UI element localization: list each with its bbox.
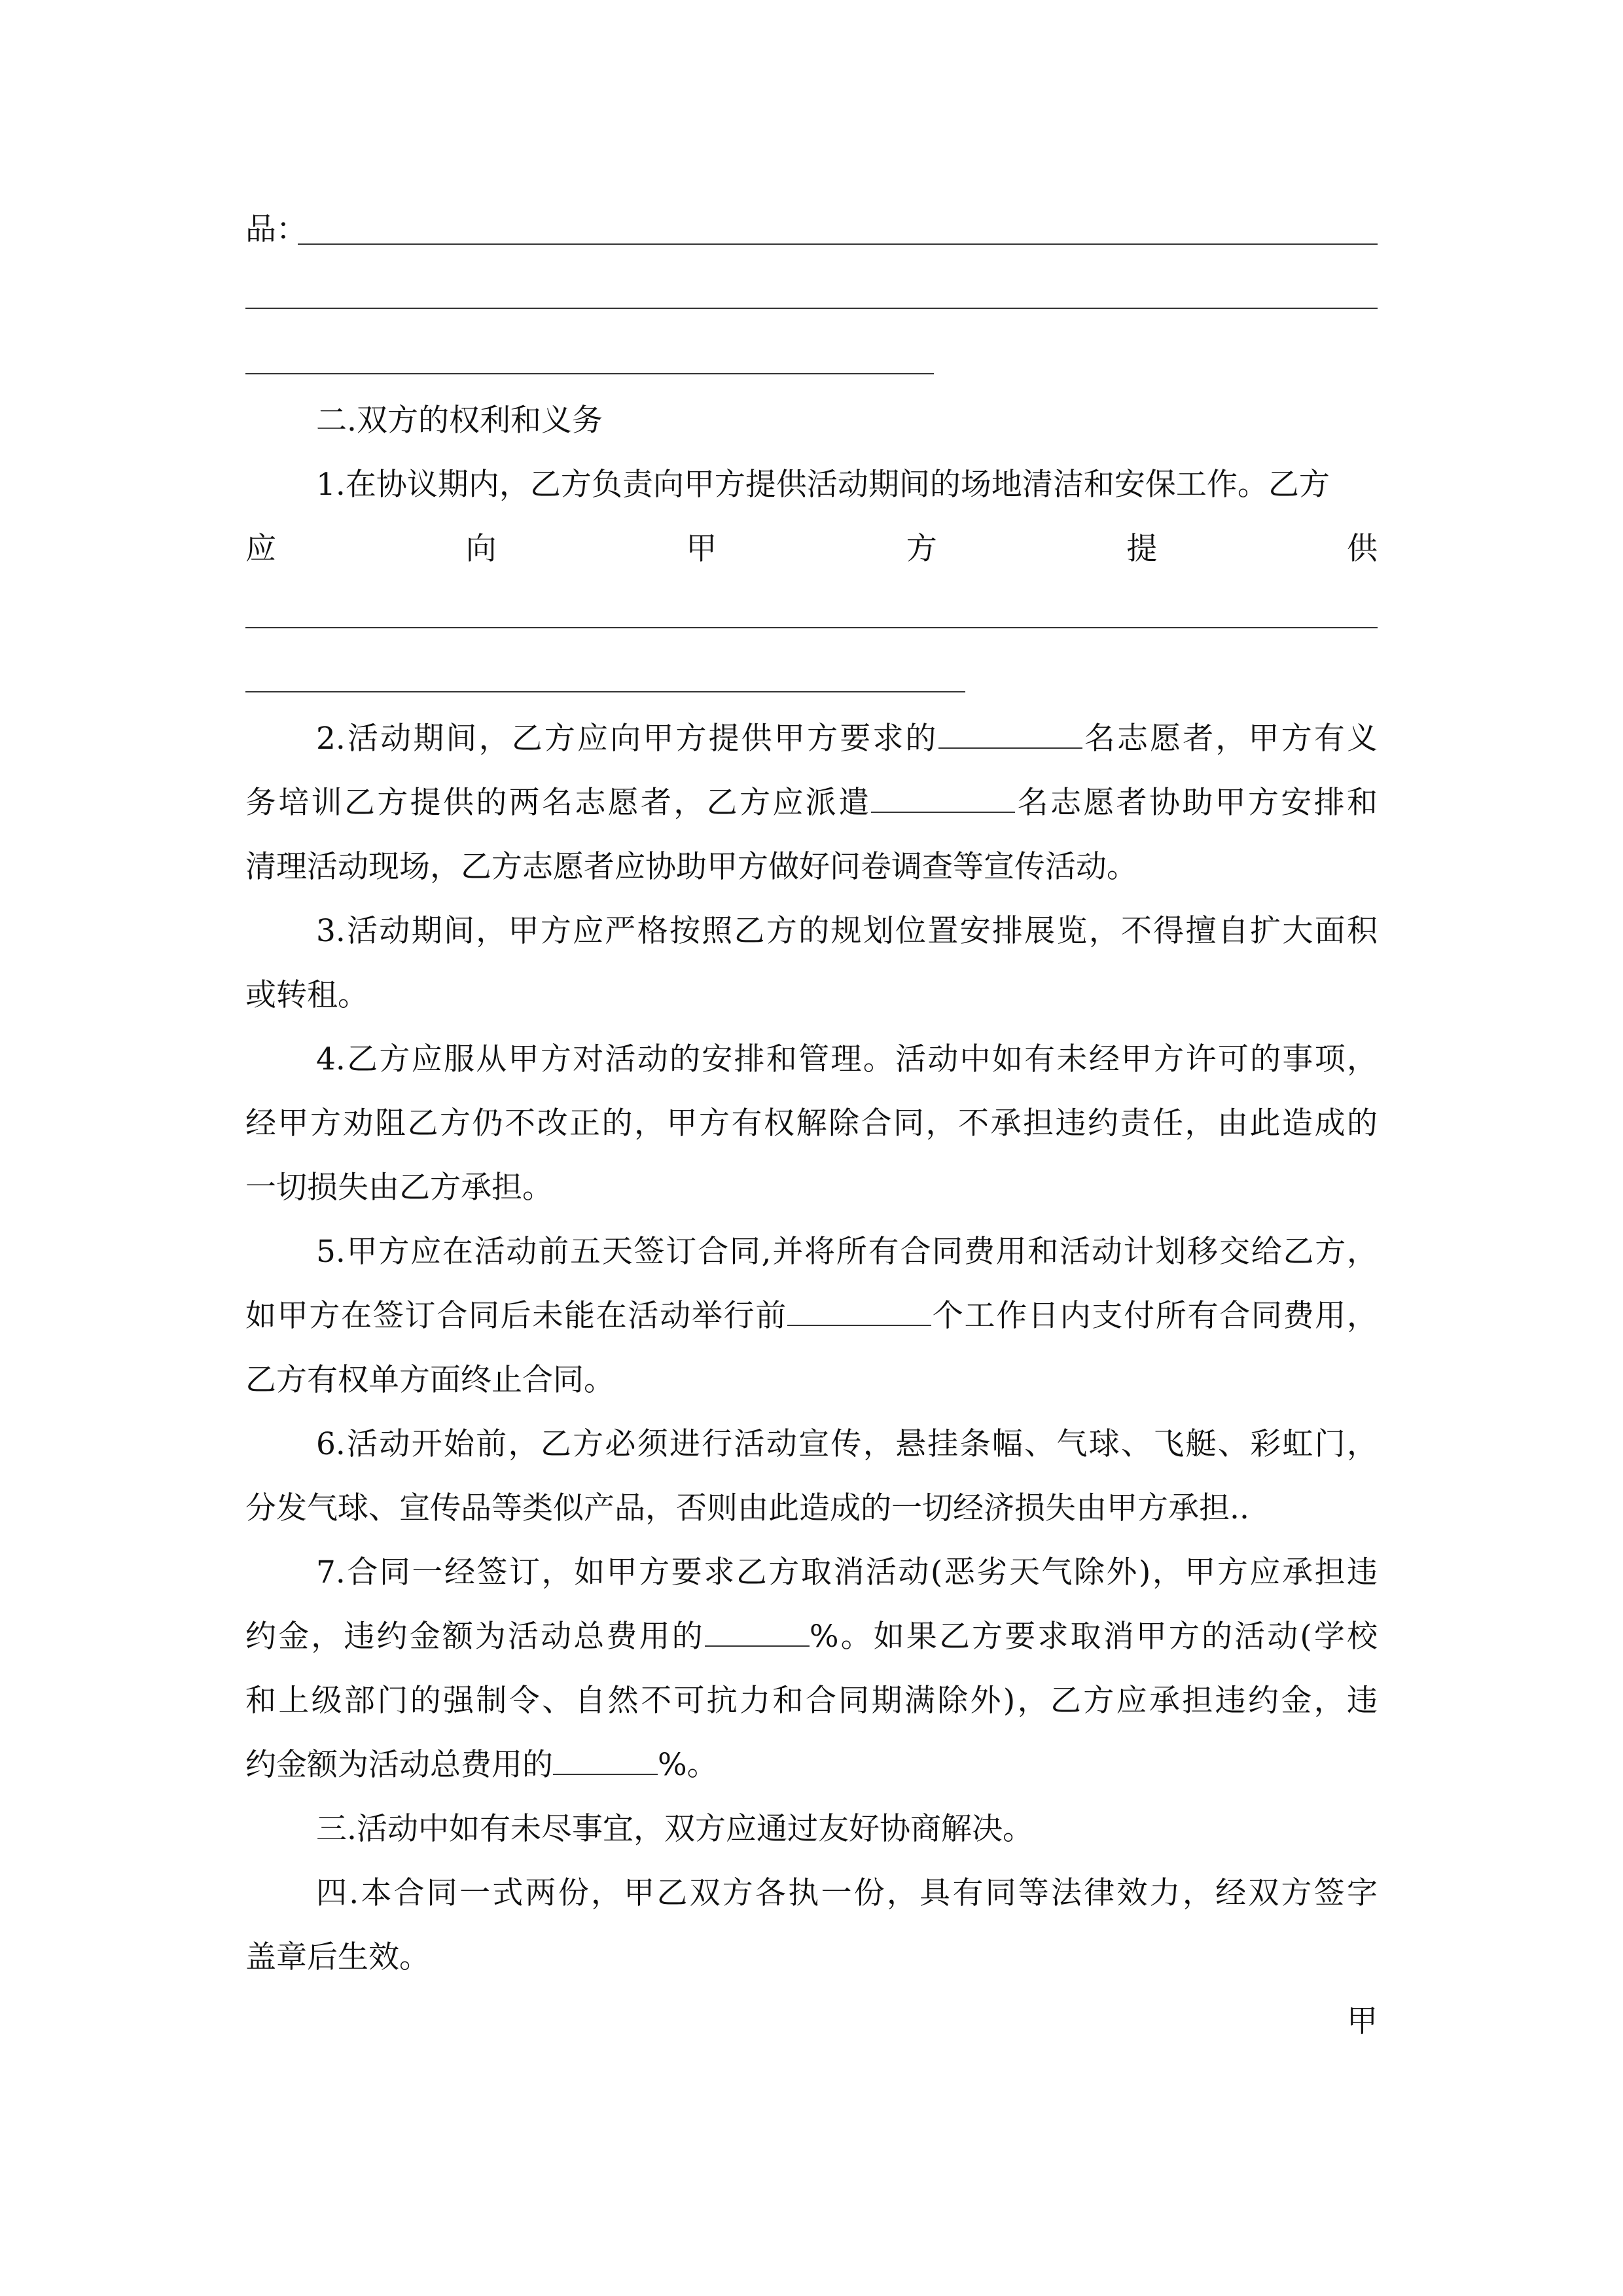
text-segment: 务培训乙方提供的两名志愿者，乙方应派遣 (245, 785, 872, 821)
spread-char: 应 (245, 531, 276, 567)
text-segment: 约金额为活动总费用的 (245, 1747, 553, 1783)
spread-char: 提 (1126, 531, 1158, 567)
paragraph-line (245, 1284, 1378, 1348)
signature-party-label: 甲 (1347, 2003, 1378, 2039)
spread-line (245, 517, 1378, 581)
paragraph-line: 和上级部门的强制令、自然不可抗力和合同期满除外)，乙方应承担违约金，违 (245, 1683, 1378, 1719)
section-title: 二.双方的权利和义务 (316, 403, 603, 439)
paragraph-line: 5.甲方应在活动前五天签订合同,并将所有合同费用和活动计划移交给乙方， (316, 1234, 1378, 1270)
text-segment: %。如果乙方要求取消甲方的活动(学校 (809, 1619, 1378, 1655)
text-segment: 名志愿者协助甲方安排和 (1015, 785, 1378, 821)
paragraph-line: 清理活动现场，乙方志愿者应协助甲方做好问卷调查等宣传活动。 (245, 849, 1137, 885)
blank-line (245, 627, 1378, 628)
spread-char: 方 (906, 531, 937, 567)
paragraph-line: 或转租。 (245, 977, 368, 1013)
product-underline (298, 243, 1378, 245)
spread-char: 向 (465, 531, 497, 567)
paragraph-line: 乙方有权单方面终止合同。 (245, 1362, 615, 1398)
text-segment: 2.活动期间，乙方应向甲方提供甲方要求的 (316, 721, 938, 757)
paragraph-line: 分发气球、宣传品等类似产品，否则由此造成的一切经济损失由甲方承担.. (245, 1490, 1249, 1526)
paragraph-line: 1.在协议期内，乙方负责向甲方提供活动期间的场地清洁和安保工作。乙方 (316, 467, 1330, 503)
spread-char: 甲 (686, 531, 717, 567)
paragraph-line (245, 707, 1378, 771)
fill-blank (553, 1749, 658, 1775)
blank-line (245, 691, 965, 692)
paragraph-line: 4.乙方应服从甲方对活动的安排和管理。活动中如有未经甲方许可的事项， (316, 1041, 1378, 1077)
product-label: 品： (245, 211, 307, 247)
text-segment: 名志愿者，甲方有义 (1082, 721, 1378, 757)
text-segment: 如甲方在签订合同后未能在活动举行前 (245, 1298, 788, 1334)
paragraph-line: 6.活动开始前，乙方必须进行活动宣传，悬挂条幅、气球、飞艇、彩虹门， (316, 1426, 1378, 1462)
paragraph-line: 盖章后生效。 (245, 1939, 430, 1975)
paragraph-line: 7.合同一经签订，如甲方要求乙方取消活动(恶劣天气除外)，甲方应承担违 (316, 1554, 1378, 1590)
blank-line (245, 373, 934, 374)
text-segment: %。 (658, 1747, 718, 1783)
paragraph-line: 经甲方劝阻乙方仍不改正的，甲方有权解除合同，不承担违约责任，由此造成的 (245, 1105, 1378, 1141)
fill-blank (938, 723, 1082, 749)
text-segment: 个工作日内支付所有合同费用， (931, 1298, 1378, 1334)
paragraph-line: 3.活动期间，甲方应严格按照乙方的规划位置安排展览，不得擅自扩大面积 (316, 913, 1378, 949)
paragraph-line (245, 771, 1378, 835)
section-title: 三.活动中如有未尽事宜，双方应通过友好协商解决。 (316, 1811, 1033, 1847)
paragraph-line (245, 1733, 1378, 1797)
paragraph-line: 四.本合同一式两份，甲乙双方各执一份，具有同等法律效力，经双方签字 (316, 1875, 1378, 1911)
spread-char: 供 (1346, 531, 1378, 567)
blank-line (245, 308, 1378, 309)
fill-blank (787, 1300, 931, 1326)
fill-blank (871, 787, 1015, 813)
fill-blank (705, 1621, 810, 1647)
paragraph-line: 一切损失由乙方承担。 (245, 1170, 553, 1206)
paragraph-line (245, 1605, 1378, 1669)
text-segment: 约金，违约金额为活动总费用的 (245, 1619, 705, 1655)
